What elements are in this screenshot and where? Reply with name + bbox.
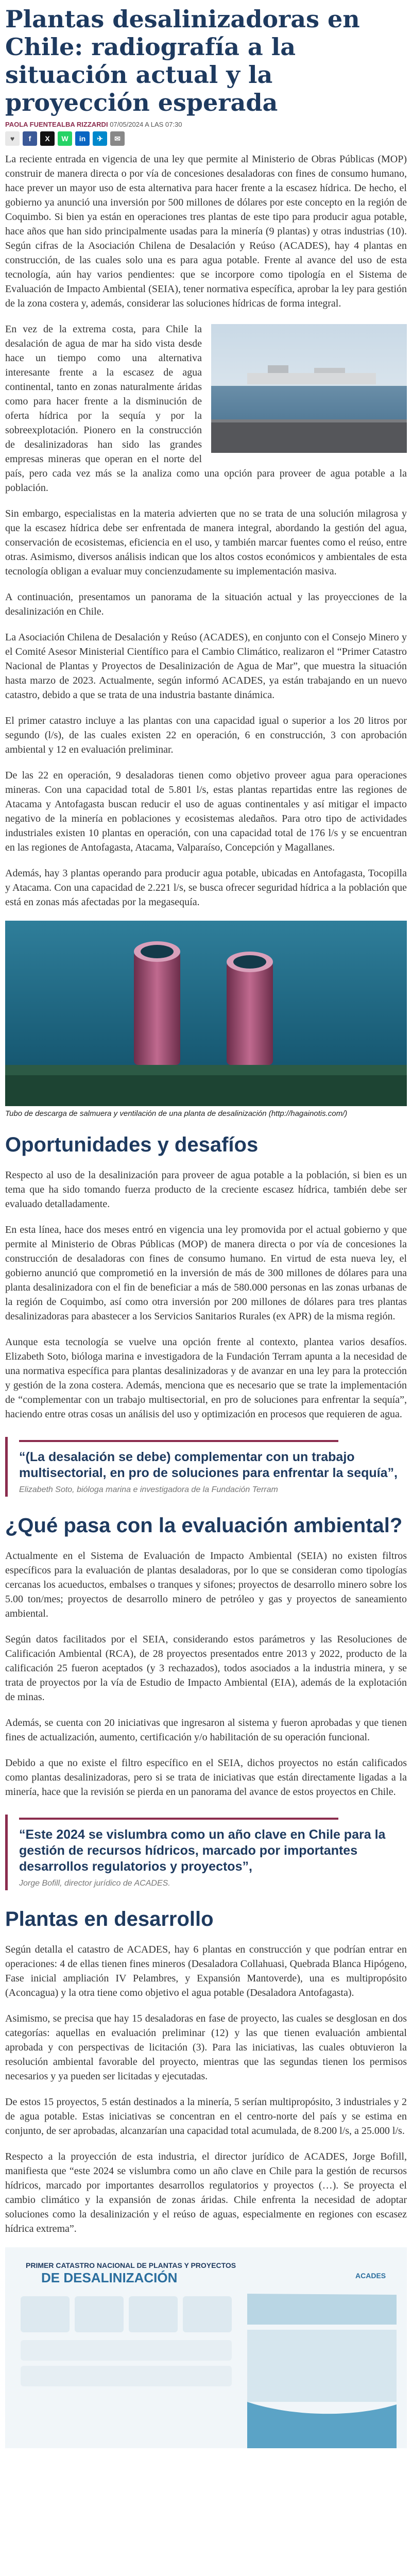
pull-quote-source: Jorge Bofill, director jurídico de ACADES. [19,1879,170,1888]
section-heading-opportunities: Oportunidades y desafíos [5,1133,259,1156]
section3-paragraph-3: De estos 15 proyectos, 5 están destinados a la minería, 5 serían multipropósito, 3 industriales y 2 de agua potable. Estas iniciativas se concentran en el centro-norte del país y se estima en conjunto, de ser aprobadas, alcanzarían una capacidad total acumulada, de 8.200 l/s, a 25.000 l/s. [5,2096,407,2137]
section2-paragraph-1: Actualmente en el Sistema de Evaluación de Impacto Ambiental (SEIA) no existen filtros específicos para la evaluación de plantas desaladoras, por lo que se consideran como tipologías cercanas los acueductos, embalses o tranques y sifones; proyectos de desarrollo minero sobre los 5.00 ton/mes; proyectos de desarrollo minero de petróleo y gas y proyectos de saneamiento ambiental. [5,1550,407,1619]
section1-paragraph-2: En esta línea, hace dos meses entró en vigencia una ley promovida por el actual gobierno y que permite al Ministerio de Obras Públicas (MOP) de manera directa o por vía de concesiones la construcción de desaladoras con fines de consumo humano. En virtud de esta nueva ley, el gobierno anunció que comprometió en la inversión de más de 300 millones de dólares para una planta desalinizadora con el fin de beneficiar a más de 580.000 personas en las zonas urbanas de la región de Coquimbo, así como otra inversión por 200 millones de dólares para tres plantas desalinizadoras para abastecer a los Servicios Sanitarios Rurales (ex APR) de la misma región. [5,1224,407,1322]
section3-paragraph-2: Asimismo, se precisa que hay 15 desaladoras en fase de proyecto, las cuales se desglosan en dos categorías: aquellas en evaluación preliminar (12) y las que tienen evaluación ambiental aprobada y con perspectivas de licitación (3). Para las iniciativas, las cuales obtuvieron la resolución ambiental favorable del proyecto, mientras que las segundas tienen los permisos necesarios y ya pueden ser licitadas y ejecutadas. [5,2013,407,2082]
section-heading-evaluation: ¿Qué pasa con la evaluación ambiental? [5,1514,403,1537]
facebook-icon[interactable]: f [23,131,37,146]
intro-paragraph-2: En vez de la extrema costa, para Chile la desalación de agua de mar ha sido vista desde hace un tiempo como una alternativa interesante frente a la escasez de agua continental, tanto en zonas naturalmente áridas como para hacer frente a la disminución de oferta hídrica por la sequía y por la sobreexplotación. Pionero en la construcción de desalinizadoras han sido las grandes empresas mineras que operan en el norte del país, pero cada vez más se la analiza como una opción para proveer de agua potable a la población. [5,324,407,494]
intro-paragraph-5: La Asociación Chilena de Desalación y Reúso (ACADES), en conjunto con el Consejo Minero y el Comité Asesor Ministerial Científico para el Cambio Climático, realizaron el “Primer Catastro Nacional de Plantas y Proyectos de Desalinización de Agua de Mar”, que muestra la situación hasta marzo de 2023. Actualmente, según informó ACADES, ya están trabajando en un nuevo catastro, debido a que se trata de una industria bastante dinámica. [5,632,407,701]
intro-paragraph-4: A continuación, presentamos un panorama de la situación actual y las proyecciones de la desalinización en Chile. [5,591,407,617]
linkedin-icon[interactable]: in [75,131,90,146]
pipes-photo [5,921,407,1106]
section3-paragraph-4: Respecto a la proyección de esta industria, el director jurídico de ACADES, Jorge Bofill, manifiesta que “este 2024 se vislumbra como un año clave en Chile para la gestión de recursos hídricos, marcado por importantes desarrollos regulatorios y proyectos (…). Se proyecta el cambio climático y la expansión de zonas áridas. Chile enfrenta la necesidad de adoptar soluciones como la desalinización y el reúso de aguas, especialmente en regiones con escasez hídrica extrema”. [5,2151,407,2234]
intro-paragraph-7: De las 22 en operación, 9 desaladoras tienen como objetivo proveer agua para operaciones mineras. Con una capacidad total de 5.801 l/s, estas plantas repartidas entre las regiones de Atacama y Antofagasta buscan reducir el uso de aguas continentales y así mitigar el impacto negativo de la minería en poblaciones y ecosistemas aledaños. Para otro tipo de actividades industriales existen 10 plantas en operación, con una capacidad total de 176 l/s y se encuentran en las regiones de Antofagasta, Atacama, Valparaíso, Concepción y Magallanes. [5,770,407,853]
intro-paragraph-8: Además, hay 3 plantas operando para producir agua potable, ubicadas en Antofagasta, Tocopilla y Atacama. Con una capacidad de 2.221 l/s, se busca ofrecer seguridad hídrica a la población que está en zonas más afectadas por la megasequía. [5,868,407,908]
pull-quote-source: Elizabeth Soto, bióloga marina e investigadora de la Fundación Terram [19,1485,278,1494]
email-icon[interactable]: ✉ [110,131,125,146]
infographic-brand: ACADES [355,2272,386,2280]
article-title: Plantas desalinizadoras en Chile: radiografía a la situación actual y la proyección esperada [5,5,360,116]
article-lead: La reciente entrada en vigencia de una ley que permite al Ministerio de Obras Públicas (MOP) construir de manera directa o por vía de concesiones desaladoras con fines de consumo humano, hace prever un mayor uso de esta alternativa para hacer frente a la escasez hídrica. De hecho, el gobierno ya anunció una inversión por 500 millones de dólares por este concepto en la región de Coquimbo. Si bien ya están en operaciones tres plantas de este tipo para producir agua potable, hace años que han sido principalmente usadas para la minería (9 plantas) y otras industrias (10). Según cifras de la Asociación Chilena de Desalación y Reúso (ACADES), hay 4 plantas en construcción, de las cuales solo una es para agua potable. Frente al avance del uso de esta tecnología, aún hay varios pendientes: que se incorpore como tipología en el Sistema de Evaluación de Impacto Ambiental (SEIA), tener normativa específica, aprobar la ley para gestión de la zona costera y, además, considerar las soluciones hídricas de forma integral. [5,154,407,309]
whatsapp-icon[interactable]: W [58,131,72,146]
quote-divider [19,1440,338,1442]
section1-paragraph-1: Respecto al uso de la desalinización para proveer de agua potable a la población, si bien es un tema que ha sido tomando fuerza producto de la creciente escasez hídrica, también debe ser evaluado detalladamente. [5,1170,407,1210]
x-icon[interactable]: X [40,131,55,146]
intro-paragraph-3: Sin embargo, especialistas en la materia advierten que no se trata de una solución milagrosa y que la escasez hídrica debe ser enfrentada de manera integral, abordando la gestión del agua, conservación de ecosistemas, eficiencia en el uso, y también marcar fuentes como el reúso, entre otras. Asimismo, diversos análisis indican que los altos costos económicos y ambientales de esta tecnología obligan a evaluar muy concienzudamente su implementación masiva. [5,508,407,577]
desalination-plant-photo [211,324,407,453]
byline [5,121,407,128]
pull-quote-text: “(La desalación se debe) complementar con un trabajo multisectorial, en pro de soluciones para enfrentar la sequía”, [19,1450,398,1480]
like-icon[interactable]: ♥ [5,131,20,146]
section3-paragraph-1: Según detalla el catastro de ACADES, hay 6 plantas en construcción y que podrían entrar en operaciones: 4 de ellas tienen fines mineros (Desaladora Collahuasi, Quebrada Blanca Hipógeno, Fase inicial ampliación IV Pelambres, y Expansión Mantoverde), una es multipropósito (Aconcagua) y la otra tiene como objetivo el agua potable (Desaladora Antofagasta). [5,1944,407,1998]
quote-divider [19,1818,338,1820]
section1-paragraph-3: Aunque esta tecnología se vuelve una opción frente al contexto, plantea varios desafíos. Elizabeth Soto, bióloga marina e investigadora de la Fundación Terram apunta a la necesidad de una normativa específica para plantas desalinizadoras y de avanzar en una ley para la protección y gestión de la zona costera. Además, menciona que es necesario que se trate la implementación de “complementar con un trabajo multisectorial, en pro de soluciones para enfrentar la sequía”, haciendo entre otras cosas un análisis del uso y optimización en procesos que requieren de agua. [5,1336,407,1420]
author-name[interactable]: PAOLA FUENTEALBA RIZZARDI [5,121,108,128]
article-content [5,5,407,2448]
telegram-icon[interactable]: ✈ [93,131,107,146]
section2-paragraph-4: Debido a que no existe el filtro específico en el SEIA, dichos proyectos no están calificados como plantas desalinizadoras, pero si se trata de iniciativas que están directamente ligadas a la minería, hace que la revisión se pierda en un panorama del avance de estos proyectos en Chile. [5,1757,407,1798]
section-heading-plants: Plantas en desarrollo [5,1908,214,1930]
share-bar [5,131,407,146]
publish-date: 07/05/2024 A LAS 07:30 [110,121,182,128]
section2-paragraph-2: Según datos facilitados por el SEIA, considerando estos parámetros y las Resoluciones de Calificación Ambiental (RCA), de 28 proyectos presentados entre 2013 y 2022, producto de la calificación 25 fueron aceptados (y 3 rechazados), todos asociados a la industria minera, y se trata de proyectos por la vía de Estudio de Impacto Ambiental (EIA), además de la explotación de minas. [5,1634,407,1703]
photo-caption: Tubo de descarga de salmuera y ventilación de una planta de desalinización (http://hagainotis.com/) [5,1109,348,1118]
article-page [0,5,412,2448]
pull-quote-text: “Este 2024 se vislumbra como un año clave en Chile para la gestión de recursos hídricos, marcado por importantes desarrollos regulatorios y proyectos”, [19,1827,386,1874]
pull-quote-soto [5,1437,407,1497]
section2-paragraph-3: Además, se cuenta con 20 iniciativas que ingresaron al sistema y fueron aprobadas y que tienen fines de actualización, aumento, certificación y/o habilitación de su operación funcional. [5,1717,407,1743]
intro-paragraph-6: El primer catastro incluye a las plantas con una capacidad igual o superior a los 20 litros por segundo (l/s), de las cuales existen 22 en operación, 6 en construcción, 3 con aprobación ambiental y 12 en evaluación preliminar. [5,715,407,755]
pull-quote-bofill [5,1815,407,1890]
infographic-title-line2: DE DESALINIZACIÓN [41,2270,178,2285]
infographic-title-line1: PRIMER CATASTRO NACIONAL DE PLANTAS Y PROYECTOS [26,2261,236,2269]
chile-map-shape [247,2294,397,2325]
desalination-infographic [5,2247,407,2448]
